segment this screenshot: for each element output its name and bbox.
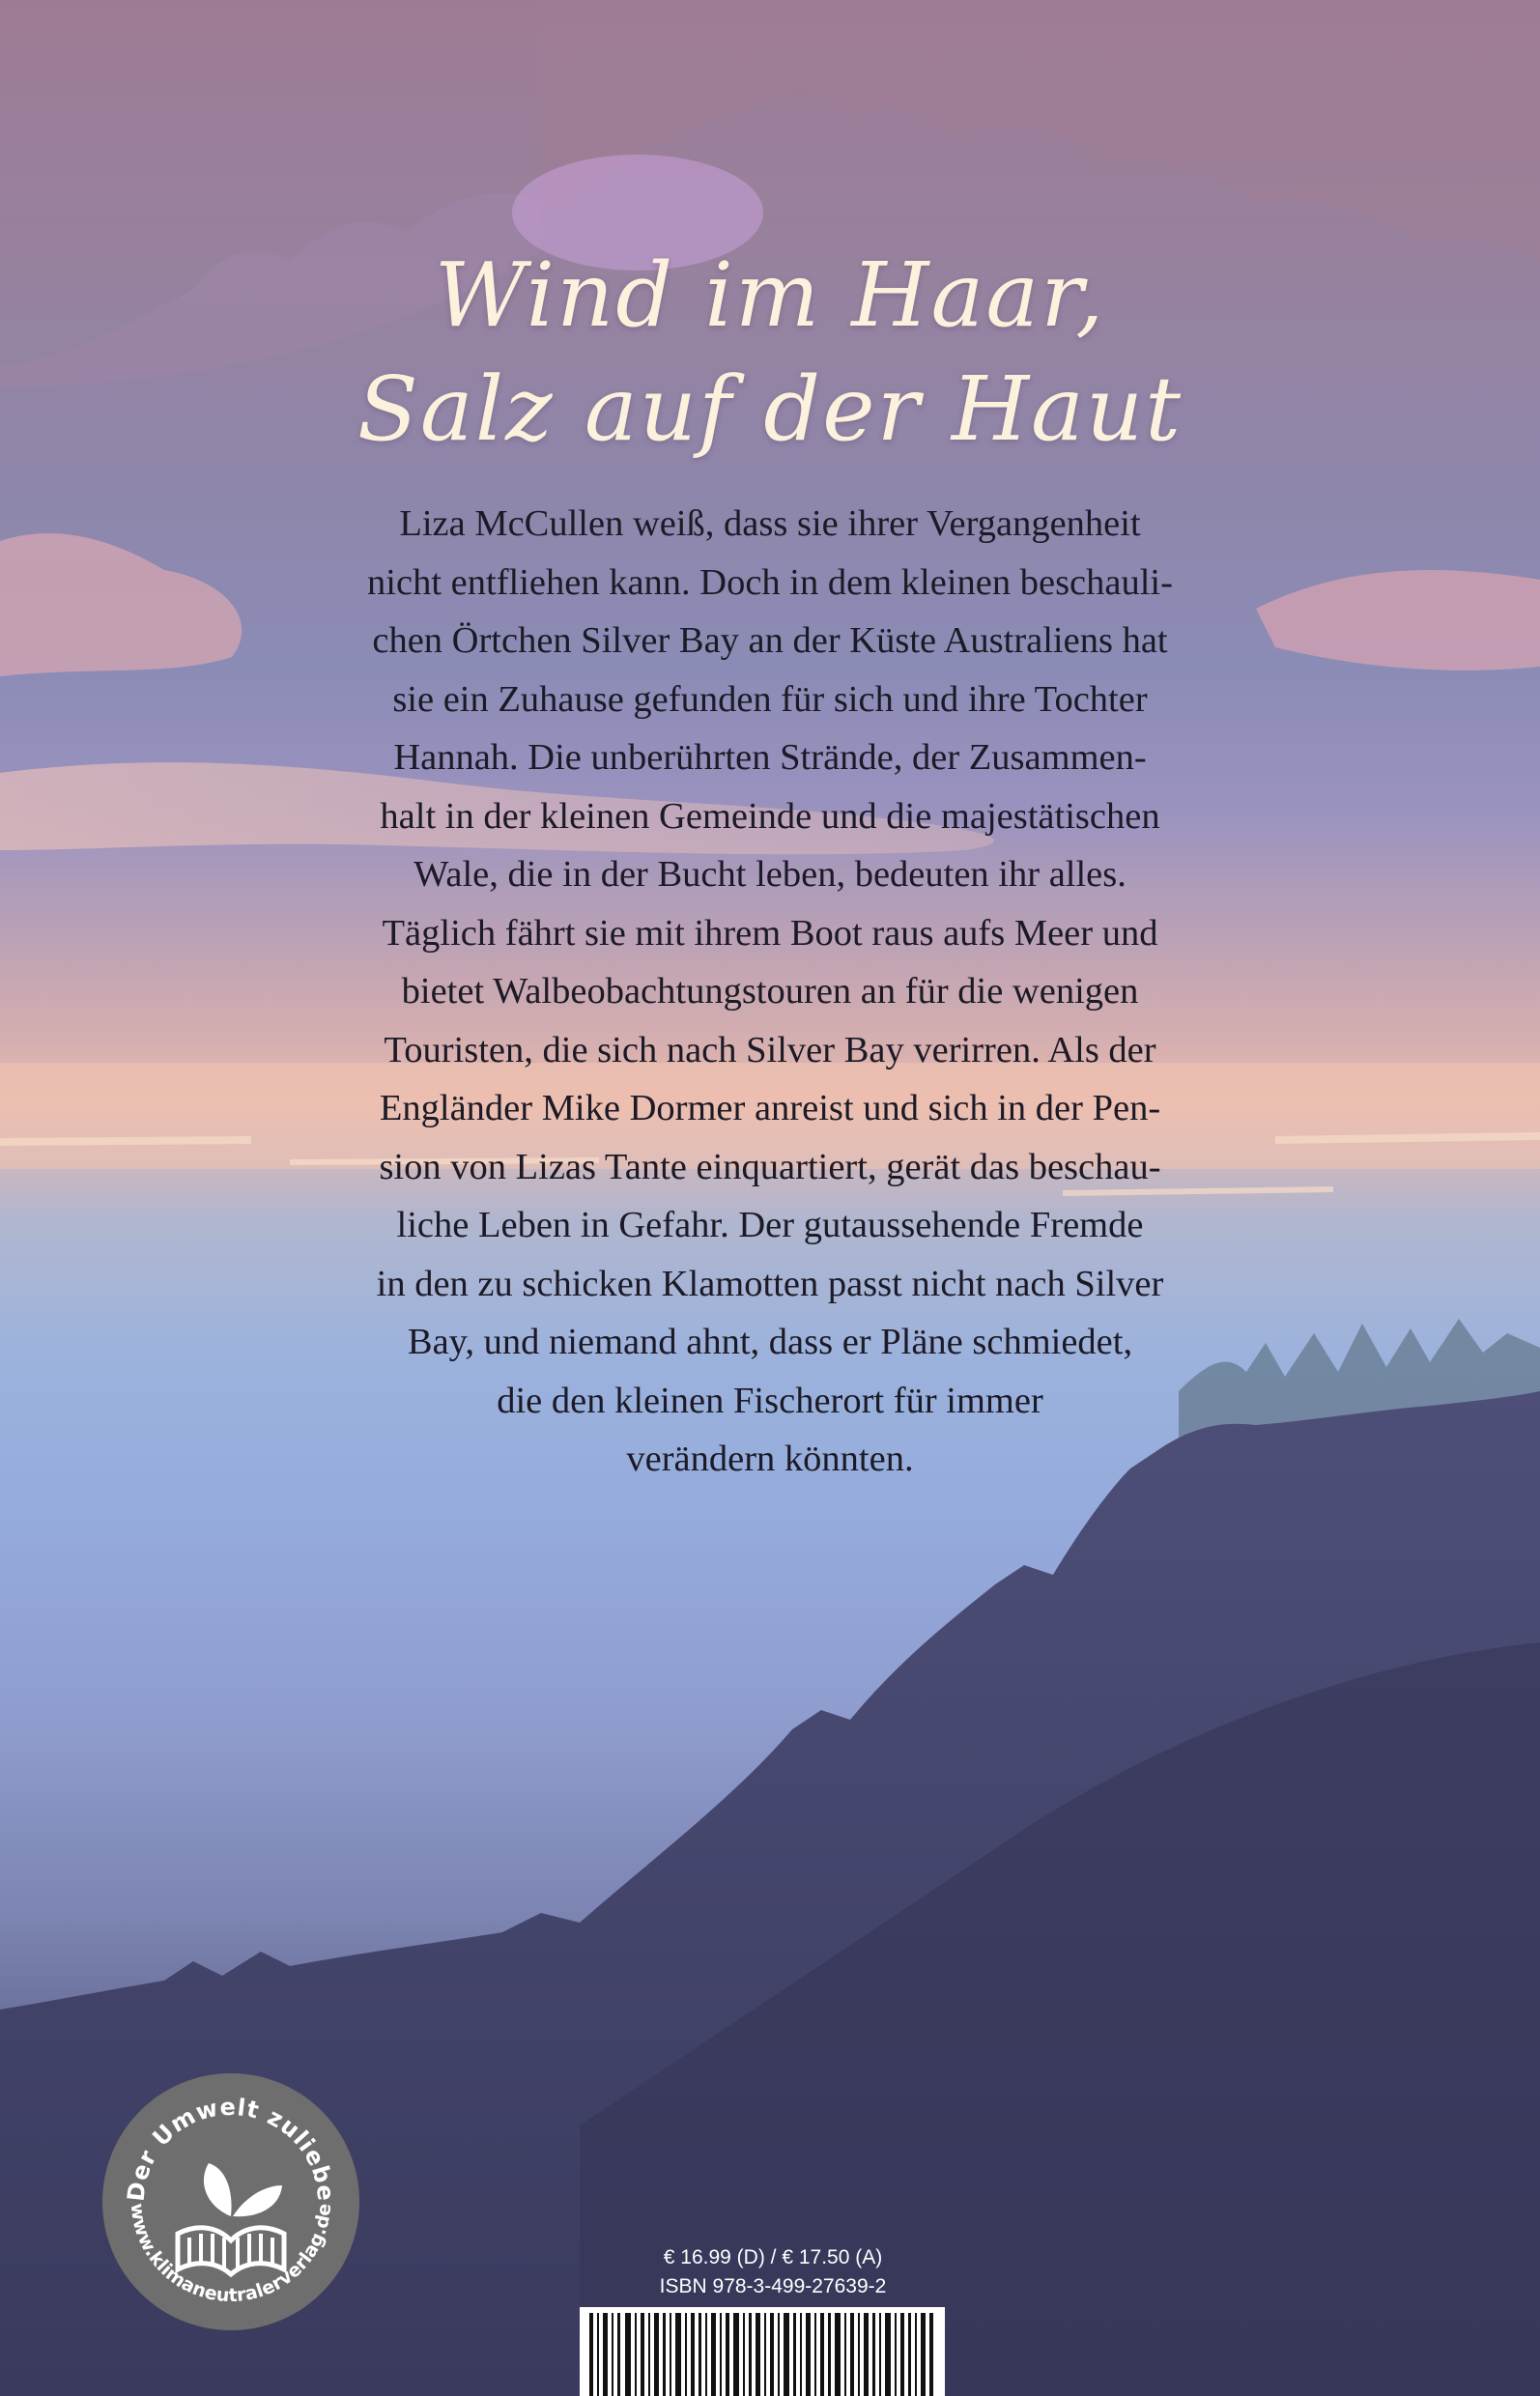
headline-line-2: Salz auf der Haut [356,357,1184,461]
blurb-line: Liza McCullen weiß, dass sie ihrer Vergangenheit [399,503,1141,544]
blurb-line: nicht entfliehen kann. Doch in dem kleinen beschauli- [367,561,1173,603]
cloud-pink-right [1256,570,1540,670]
blurb-line: in den zu schicken Klamotten passt nicht nach Silver [376,1263,1164,1304]
badge-bottom-text: www.klimaneutralerverlag.de [126,2202,336,2307]
blurb-line: sie ein Zuhause gefunden für sich und ihre Tochter [392,678,1148,720]
price-block [580,2243,966,2301]
blurb-line: liche Leben in Gefahr. Der gutaussehende Fremde [396,1205,1144,1245]
blurb-line: die den kleinen Fischerort für immer [497,1380,1043,1421]
badge-top-text: Der Umwelt zuliebe [122,2093,340,2203]
blurb-line: Täglich fährt sie mit ihrem Boot raus aufs Meer und [382,912,1158,954]
barcode [580,2307,945,2396]
blurb-line: chen Örtchen Silver Bay an der Küste Australiens hat [372,620,1168,661]
price-text: € 16.99 (D) / € 17.50 (A) [663,2246,883,2268]
blurb-text [251,495,1289,1489]
blurb-line: Engländer Mike Dormer anreist und sich in der Pen- [379,1088,1161,1128]
headline-line-1: Wind im Haar, [434,243,1106,347]
blurb-line: sion von Lizas Tante einquartiert, gerät das beschau- [379,1146,1161,1187]
blurb-line: bietet Walbeobachtungstouren an für die wenigen [401,971,1139,1012]
blurb-line: Touristen, die sich nach Silver Bay verirren. Als der [384,1029,1156,1070]
blurb-line: Hannah. Die unberührten Strände, der Zusammen- [393,737,1147,778]
cloud-pink-left [0,533,242,676]
blurb-line: Bay, und niemand ahnt, dass er Pläne schmiedet, [407,1322,1133,1362]
blurb-line: Wale, die in der Bucht leben, bedeuten ihr alles. [414,854,1126,895]
isbn-text: ISBN 978-3-499-27639-2 [659,2275,887,2297]
eco-badge [100,2071,361,2332]
blurb-line: verändern könnten. [626,1439,914,1479]
blurb-line: halt in der kleinen Gemeinde und die majestätischen [380,795,1160,837]
